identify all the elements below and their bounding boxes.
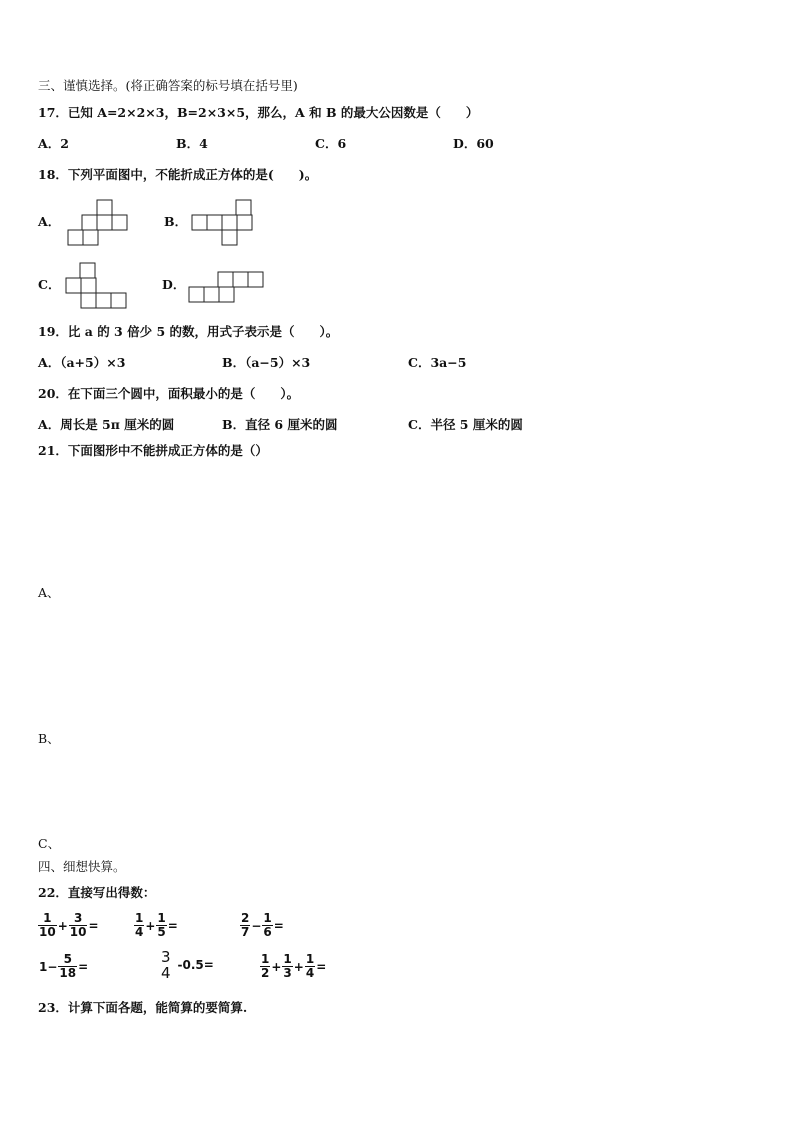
q17-option-b: B．4: [176, 136, 208, 151]
fraction: $\frac{1}{4}$: [305, 952, 315, 980]
q19-option-a: A．（a+5）×3: [38, 355, 126, 370]
q20-option-a: A．周长是 5π 厘米的圆: [38, 417, 175, 432]
q17-option-c: C．6: [315, 136, 347, 151]
q17-option-d: D．60: [453, 136, 494, 151]
q21-label-b: B、: [38, 731, 60, 746]
fraction: $\frac{3}{10}$: [69, 911, 87, 939]
q22-expr-4: 1− $\frac{5}{18}$ =: [39, 952, 89, 980]
q22-expr-6: $\frac{1}{2}$ + $\frac{1}{3}$ + $\frac{1}{4}$ =: [261, 952, 327, 980]
q17-option-a: A．2: [38, 136, 69, 151]
section-4-title: 四、细想快算。: [38, 859, 126, 874]
fraction: $\frac{1}{4}$: [135, 911, 144, 939]
q19-option-c: C．3a−5: [408, 355, 467, 370]
q22-expr-1: $\frac{1}{10}$ + $\frac{3}{10}$ =: [39, 911, 99, 939]
q20-option-c: C．半径 5 厘米的圆: [408, 417, 523, 432]
q22-stem: 22．直接写出得数：: [38, 885, 156, 900]
q19-stem: 19．比 a 的 3 倍少 5 的数，用式子表示是（ ）。: [38, 324, 339, 339]
q22-expr-3: $\frac{2}{7}$ − $\frac{1}{6}$ =: [241, 911, 284, 939]
fraction: $\frac{2}{7}$: [241, 911, 250, 939]
fraction: $\frac{1}{5}$: [157, 911, 166, 939]
q18-stem: 18．下列平面图中，不能折成正方体的是( )。: [38, 167, 318, 182]
q20-option-b: B．直径 6 厘米的圆: [222, 417, 338, 432]
q22-expr-5: 3 4 -0.5=: [161, 948, 214, 982]
q19-option-b: B．（a−5）×3: [222, 355, 311, 370]
q23-stem: 23．计算下面各题，能简算的要简算.: [38, 1000, 248, 1015]
q18-net-d: [187, 270, 267, 306]
q18-label-c: C．: [38, 277, 61, 292]
fraction: 3 4: [161, 948, 171, 982]
q18-label-a: A．: [38, 214, 61, 229]
q18-net-c: [64, 261, 130, 311]
q18-label-b: B．: [164, 214, 188, 229]
q18-net-a: [66, 198, 132, 248]
fraction: $\frac{1}{6}$: [263, 911, 272, 939]
fraction: $\frac{1}{3}$: [283, 952, 292, 980]
fraction: $\frac{1}{2}$: [261, 952, 270, 980]
q22-expr-2: $\frac{1}{4}$ + $\frac{1}{5}$ =: [135, 911, 178, 939]
q18-net-b: [190, 198, 256, 248]
fraction: $\frac{1}{10}$: [39, 911, 56, 939]
q21-stem: 21．下面图形中不能拼成正方体的是（）: [38, 443, 268, 458]
q18-label-d: D．: [162, 277, 186, 292]
section-3-title: 三、谨慎选择。(将正确答案的标号填在括号里): [38, 78, 298, 93]
fraction: $\frac{5}{18}$: [59, 952, 77, 980]
q21-label-c: C、: [38, 836, 61, 851]
q17-stem: 17．已知 A=2×2×3，B=2×3×5，那么，A 和 B 的最大公因数是（ ）: [38, 105, 479, 120]
q21-label-a: A、: [38, 585, 60, 600]
q20-stem: 20．在下面三个圆中，面积最小的是（ ）。: [38, 386, 300, 401]
